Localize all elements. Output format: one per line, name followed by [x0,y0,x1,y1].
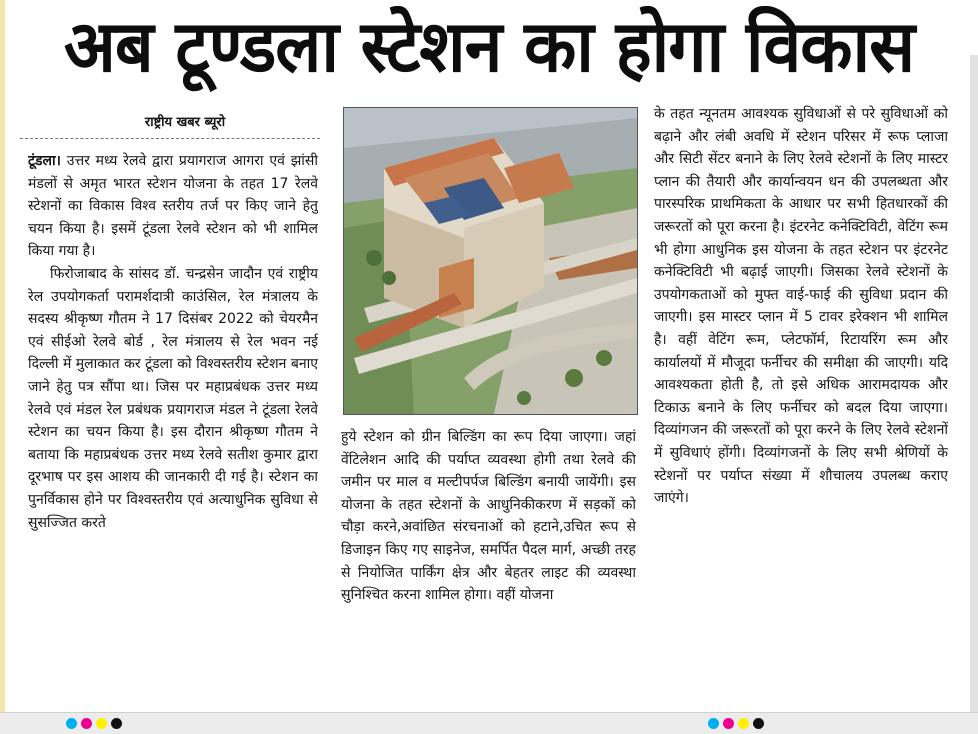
registration-mark-dot [111,718,122,729]
paragraph-1-text: उत्तर मध्य रेलवे द्वारा प्रयागराज आगरा एवं झांसी मंडलों से अमृत भारत स्टेशन योजना के तहत 17 रेलवे स्टेशनों का विकास विश्व स्तरीय तर्ज पर किए जाने हेतु चयन किया है। इसमें टूंडला रेलवे स्टेशन को भी शामिल किया गया है। [28,153,318,260]
registration-marks-right [708,718,764,730]
article-paragraph-2: फिरोजाबाद के सांसद डॉ. चन्द्रसेन जादौन एवं राष्ट्रीय रेल उपयोगकर्ता परामर्शदात्री काउंसिल, रेल मंत्रालय के सदस्य श्रीकृष्ण गौतम ने 17 दिसंबर 2022 को चेयरमैन एवं सीईओ रेलवे बोर्ड , रेल मंत्रालय से रेल भवन नई दिल्ली में मुलाकात कर टूंडला को विश्वस्तरीय स्टेशन बनाए जाने हेतु पत्र सौंपा था। जिस पर महाप्रबंधक उत्तर मध्य रेलवे एवं मंडल रेल प्रबंधक प्रयागराज मंडल ने टूंडला रेलवे स्टेशन का चयन किया है। इस दौरान श्रीकृष्ण गौतम ने बताया कि महाप्रबंधक उत्तर मध्य रेलवे सतीश कुमार द्वारा दूरभाष पर इस आशय की जानकारी दी गई है। स्टेशन का पुनर्विकास होने पर विश्वस्तरीय एवं अत्याधुनिक सुविधा से सुसज्जित करते [28,265,318,531]
registration-mark-dot [738,718,749,729]
registration-mark-dot [753,718,764,729]
station-rendering-image [344,108,637,414]
page-edge-right [970,55,978,715]
article-paragraph-4: के तहत न्यूनतम आवश्यक सुविधाओं से परे सुविधाओं को बढ़ाने और लंबी अवधि में स्टेशन परिसर में रूफ प्लाजा और सिटी सेंटर बनाने के लिए रेलवे स्टेशनों के लिए मास्टर प्लान की तैयारी और कार्यान्वयन धन की उपलब्धता और पारस्परिक प्राथमिकता के आधार पर सभी हितधारकों की जरूरतों को पूरा करना है। इंटरनेट कनेक्टिविटी, वेटिंग रूम भी होगा आधुनिक इस योजना के तहत स्टेशन पर इंटरनेट कनेक्टिविटी भी बढ़ाई जाएगी। जिसका रेलवे स्टेशनों के उपयोगकताओं को मुफ्त वाई-फाई की सुविधा प्रदान की जाएगी। इस मास्टर प्लान में 5 टावर इरेक्शन भी शामिल है। वहीं वेटिंग रूम, प्लेटफॉर्म, रिटायरिंग रूम और कार्यालयों में मौजूदा फर्नीचर की समीक्षा की जाएगी। यदि आवश्यकता होती है, तो इसे अधिक आरामदायक और टिकाऊ बनाने के लिए फर्नीचर को बदल दिया जाएगा। दिव्यांगजन की जरूरतों को पूरा करने के लिए रेलवे स्टेशनों में सुविधाएं होंगी। दिव्यांगजनों के लिए सभी श्रेणियों के स्टेशनों पर पर्याप्त संख्या में शौचालय उपलब्ध कराए जाएंगे। [654,106,948,507]
byline: राष्ट्रीय खबर ब्यूरो [144,115,226,130]
page-edge-left [0,0,5,733]
byline-divider [20,138,320,139]
article-column-3 [654,103,948,696]
article-paragraph-1 [28,150,318,263]
article-column-1 [28,150,318,695]
page-footer-strip [0,712,978,734]
registration-mark-dot [81,718,92,729]
article-column-2 [341,426,636,696]
article-paragraph-3: हुये स्टेशन को ग्रीन बिल्डिंग का रूप दिया जाएगा। जहां वेंटिलेशन आदि की पर्याप्त व्यवस्था होगी तथा रेलवे की जमीन पर माल व मल्टीपर्पज बिल्डिंग बनायी जायेंगी। इस योजना के तहत स्टेशनों के आधुनिकीकरण में सड़कों को चौड़ा करने,अवांछित संरचनाओं को हटाने,उचित रूप से डिजाइन किए गए साइनेज, समर्पित पैदल मार्ग, अच्छी तरह से नियोजित पार्किंग क्षेत्र और बेहतर लाइट की व्यवस्था सुनिश्चित करना शामिल होगा। वहीं योजना [341,429,636,604]
station-rendering-photo [343,107,638,415]
dateline: टूंडला। [28,153,61,169]
headline: अब टूण्डला स्टेशन का होगा विकास [63,6,915,89]
registration-mark-dot [96,718,107,729]
registration-mark-dot [723,718,734,729]
registration-marks-left [66,718,122,730]
registration-mark-dot [66,718,77,729]
registration-mark-dot [708,718,719,729]
